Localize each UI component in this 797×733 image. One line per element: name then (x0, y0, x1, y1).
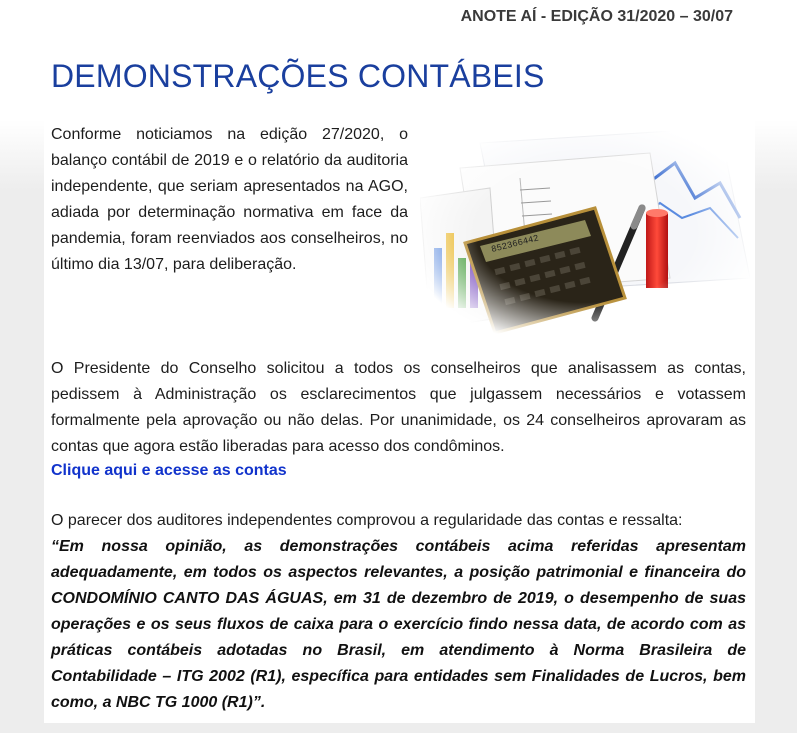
auditors-paragraph: O parecer dos auditores independentes comprovou a regularidade das contas e ressalta: (51, 512, 683, 529)
accounting-illustration (420, 128, 750, 338)
access-accounts-link[interactable]: Clique aqui e acesse as contas (51, 462, 287, 479)
council-paragraph: O Presidente do Conselho solicitou a todos os conselheiros que analisassem as contas, pedissem à Administração os esclarecimentos que julgassem necessários e votassem formalmente pela aprovação ou não delas. Por unanimidade, os 24 conselheiros aprovaram as contas que agora estão liberadas para acesso dos condôminos. (51, 360, 746, 455)
intro-paragraph: Conforme noticiamos na edição 27/2020, o balanço contábil de 2019 e o relatório da auditoria independente, que seriam apresentados na AGO, adiada por determinação normativa em face da pandemia, foram reenviados aos conselheiros, no último dia 13/07, para deliberação. (51, 126, 408, 273)
page-title: DEMONSTRAÇÕES CONTÁBEIS (51, 58, 545, 94)
auditor-opinion-quote: “Em nossa opinião, as demonstrações contábeis acima referidas apresentam adequadamente, em todos os aspectos relevantes, a posição patrimonial e financeira do CONDOMÍNIO CANTO DAS ÁGUAS, em 31 de dezembro de 2019, o desempenho de suas operações e os seus fluxos de caixa para o exercício findo nessa data, de acordo com as práticas contábeis adotadas no Brasil, em atendimento à Norma Brasileira de Contabilidade – ITG 2002 (R1), específica para entidades sem Finalidades de Lucros, bem como, a NBC TG 1000 (R1)”. (51, 538, 746, 711)
edition-header: ANOTE AÍ - EDIÇÃO 31/2020 – 30/07 (460, 8, 733, 25)
